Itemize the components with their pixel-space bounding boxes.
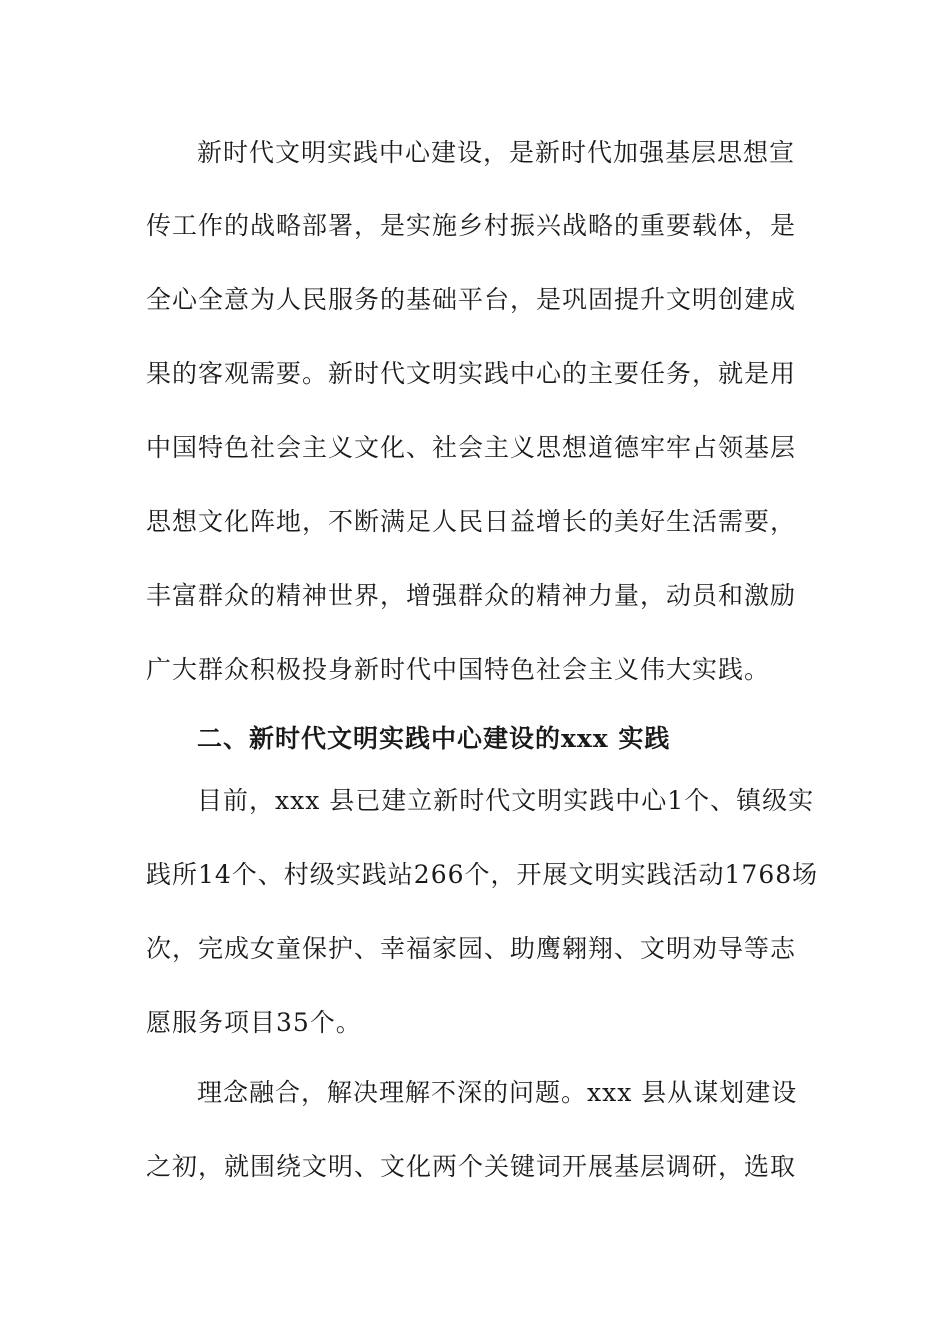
paragraph-3-line-2: 之初，就围绕文明、文化两个关键词开展基层调研，选取: [146, 1152, 797, 1181]
paragraph-2-line-4: 愿服务项目35个。: [146, 1008, 362, 1037]
paragraph-1-line-8: 广大群众积极投身新时代中国特色社会主义伟大实践。: [146, 655, 771, 684]
paragraph-1-line-7: 丰富群众的精神世界，增强群众的精神力量，动员和激励: [146, 581, 797, 610]
paragraph-1-line-1: 新时代文明实践中心建设，是新时代加强基层思想宣: [197, 138, 796, 167]
paragraph-2-line-2: 践所14个、村级实践站266个，开展文明实践活动1768场: [146, 860, 819, 889]
paragraph-2-line-1: 目前，xxx 县已建立新时代文明实践中心1个、镇级实: [197, 786, 815, 815]
paragraph-1-line-2: 传工作的战略部署，是实施乡村振兴战略的重要载体，是: [146, 211, 797, 240]
paragraph-1-line-6: 思想文化阵地，不断满足人民日益增长的美好生活需要，: [146, 507, 797, 536]
section-heading: 二、新时代文明实践中心建设的xxx 实践: [197, 724, 671, 753]
paragraph-3-line-1: 理念融合，解决理解不深的问题。xxx 县从谋划建设: [197, 1078, 798, 1107]
paragraph-1-line-3: 全心全意为人民服务的基础平台，是巩固提升文明创建成: [146, 285, 797, 314]
paragraph-2-line-3: 次，完成女童保护、幸福家园、助鹰翱翔、文明劝导等志: [146, 934, 797, 963]
paragraph-1-line-5: 中国特色社会主义文化、社会主义思想道德牢牢占领基层: [146, 433, 797, 462]
paragraph-1-line-4: 果的客观需要。新时代文明实践中心的主要任务，就是用: [146, 359, 797, 388]
